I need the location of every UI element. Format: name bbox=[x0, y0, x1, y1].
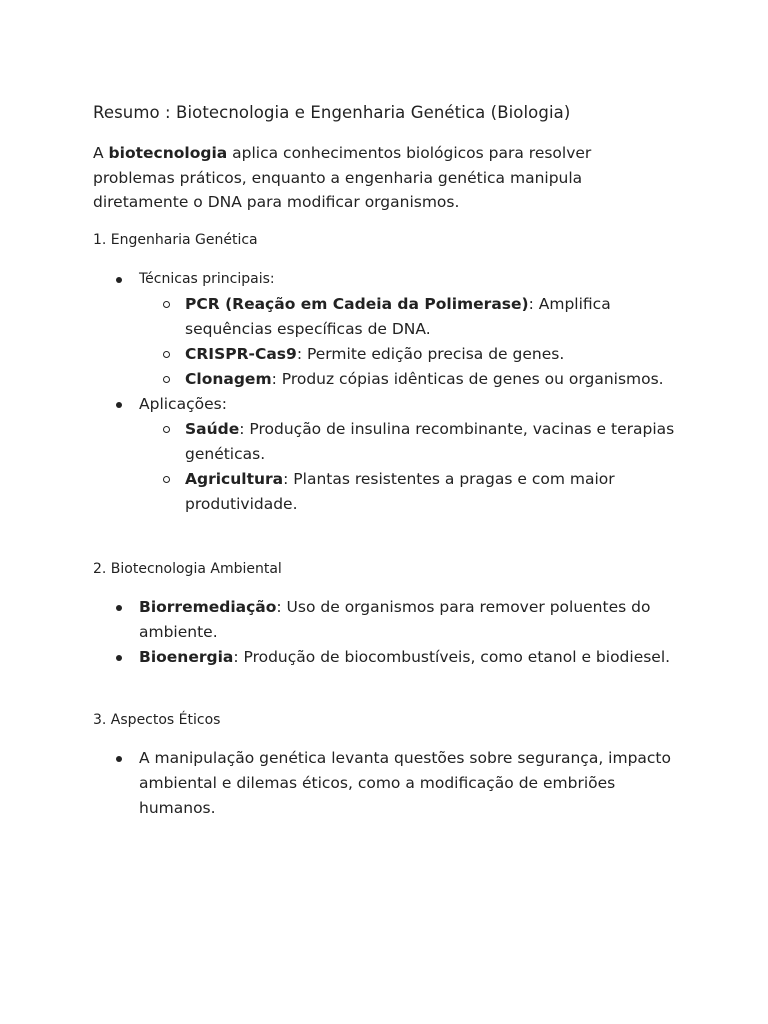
intro-paragraph bbox=[93, 141, 653, 215]
item-term: Saúde bbox=[185, 420, 240, 438]
item-text: : Produz cópias idênticas de genes ou organismos. bbox=[271, 370, 664, 388]
sublist-item-agricultura bbox=[139, 467, 683, 517]
list-item-bioenergia bbox=[93, 645, 683, 670]
item-text: : Produção de biocombustíveis, como etanol e biodiesel. bbox=[233, 648, 671, 666]
item-term: PCR (Reação em Cadeia da Polimerase) bbox=[185, 295, 529, 313]
group-label: Aplicações: bbox=[139, 395, 227, 413]
intro-bold-term: biotecnologia bbox=[108, 144, 228, 162]
item-text: : Permite edição precisa de genes. bbox=[296, 345, 565, 363]
list-item-aplicacoes bbox=[93, 392, 683, 517]
section-heading-engenharia-genetica: 1. Engenharia Genética bbox=[93, 232, 258, 248]
section-heading-biotecnologia-ambiental: 2. Biotecnologia Ambiental bbox=[93, 561, 282, 577]
item-text: : Amplifica sequências específicas de DNA. bbox=[185, 295, 611, 338]
item-term: Bioenergia bbox=[139, 648, 234, 666]
section-heading-aspectos-eticos: 3. Aspectos Éticos bbox=[93, 712, 221, 728]
item-text: A manipulação genética levanta questões sobre segurança, impacto ambiental e dilemas éticos, como a modificação de embriões humanos. bbox=[139, 749, 671, 817]
item-term: Agricultura bbox=[185, 470, 284, 488]
engenharia-genetica-list bbox=[93, 267, 683, 517]
intro-prefix: A bbox=[93, 144, 109, 162]
item-term: CRISPR-Cas9 bbox=[185, 345, 297, 363]
sublist-item-pcr bbox=[139, 292, 683, 342]
document-title: Resumo : Biotecnologia e Engenharia Genética (Biologia) bbox=[93, 103, 571, 122]
group-label: Técnicas principais: bbox=[139, 271, 275, 287]
intro-text: aplica conhecimentos biológicos para resolver problemas práticos, enquanto a engenharia genética manipula diretamente o DNA para modificar organismos. bbox=[93, 144, 592, 211]
list-item-biorremediacao bbox=[93, 595, 683, 645]
item-text: : Produção de insulina recombinante, vacinas e terapias genéticas. bbox=[185, 420, 675, 463]
sublist-item-saude bbox=[139, 417, 683, 467]
sublist-item-clonagem bbox=[139, 367, 683, 392]
sublist-item-crispr bbox=[139, 342, 683, 367]
aplicacoes-sublist bbox=[139, 417, 683, 517]
biotecnologia-ambiental-list bbox=[93, 595, 683, 670]
tecnicas-sublist bbox=[139, 292, 683, 392]
aspectos-eticos-list bbox=[93, 746, 683, 821]
item-term: Biorremediação bbox=[139, 598, 277, 616]
item-term: Clonagem bbox=[185, 370, 272, 388]
item-text: : Uso de organismos para remover poluentes do ambiente. bbox=[139, 598, 651, 641]
item-text: : Plantas resistentes a pragas e com maior produtividade. bbox=[185, 470, 615, 513]
list-item-manipulacao-genetica bbox=[93, 746, 683, 821]
list-item-tecnicas-principais bbox=[93, 267, 683, 392]
